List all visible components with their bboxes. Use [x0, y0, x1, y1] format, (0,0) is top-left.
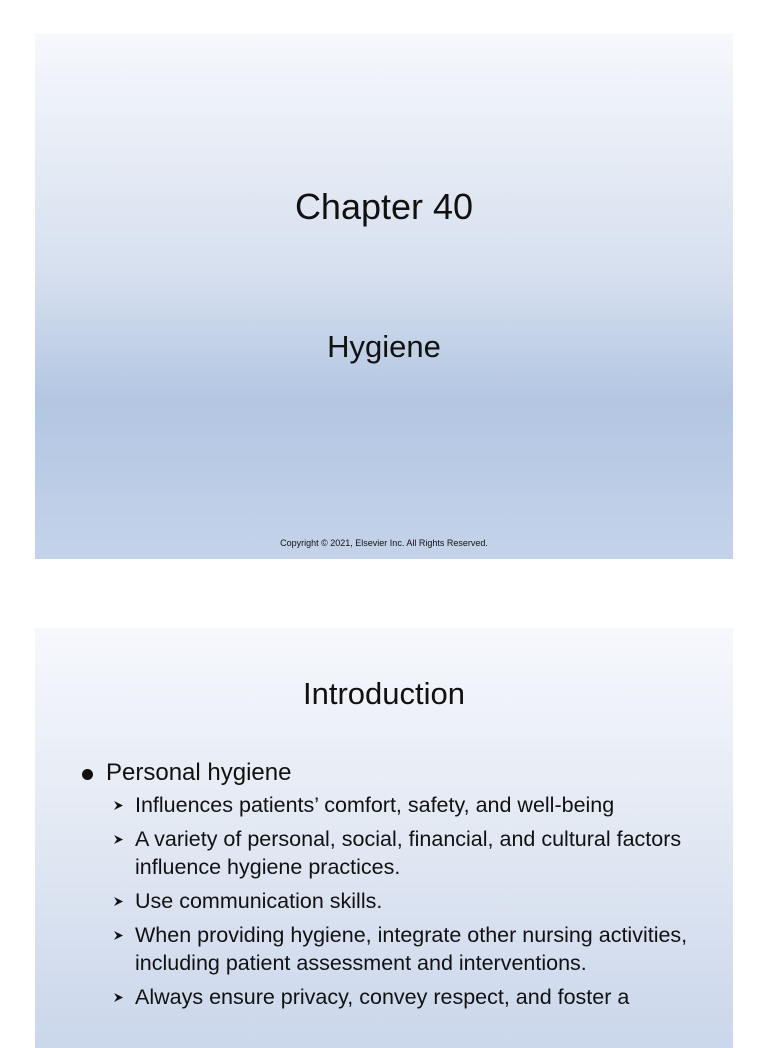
slide-title: Introduction	[303, 676, 465, 711]
sub-bullet-text: Influences patients’ comfort, safety, and well-being	[135, 793, 615, 817]
bullet-list	[79, 759, 719, 1017]
chapter-subtitle: Hygiene	[327, 329, 441, 364]
slide-chapter-title	[35, 34, 733, 559]
arrow-bullet-icon	[113, 887, 125, 915]
slide-introduction	[35, 628, 733, 1048]
sub-bullet-item	[113, 887, 719, 915]
arrow-bullet-icon	[113, 791, 125, 819]
sub-bullet-text: A variety of personal, social, financial, and cultural factors influence hygiene practices.	[135, 827, 682, 879]
sub-bullet-text: Always ensure privacy, convey respect, and foster a	[135, 985, 630, 1009]
bullet-dot-icon	[82, 769, 93, 780]
sub-bullet-list	[113, 791, 719, 1011]
arrow-bullet-icon	[113, 921, 125, 949]
bullet-text: Personal hygiene	[106, 759, 292, 786]
arrow-bullet-icon	[113, 983, 125, 1011]
sub-bullet-text: When providing hygiene, integrate other nursing activities, including patient assessment and interventions.	[135, 923, 688, 975]
sub-bullet-item	[113, 921, 719, 977]
sub-bullet-item	[113, 983, 719, 1011]
sub-bullet-item	[113, 825, 719, 881]
sub-bullet-item	[113, 791, 719, 819]
chapter-title: Chapter 40	[294, 186, 474, 227]
copyright-notice: Copyright © 2021, Elsevier Inc. All Rights Reserved.	[280, 538, 488, 548]
bullet-item	[79, 759, 719, 787]
sub-bullet-text: Use communication skills.	[135, 889, 383, 913]
arrow-bullet-icon	[113, 825, 125, 853]
